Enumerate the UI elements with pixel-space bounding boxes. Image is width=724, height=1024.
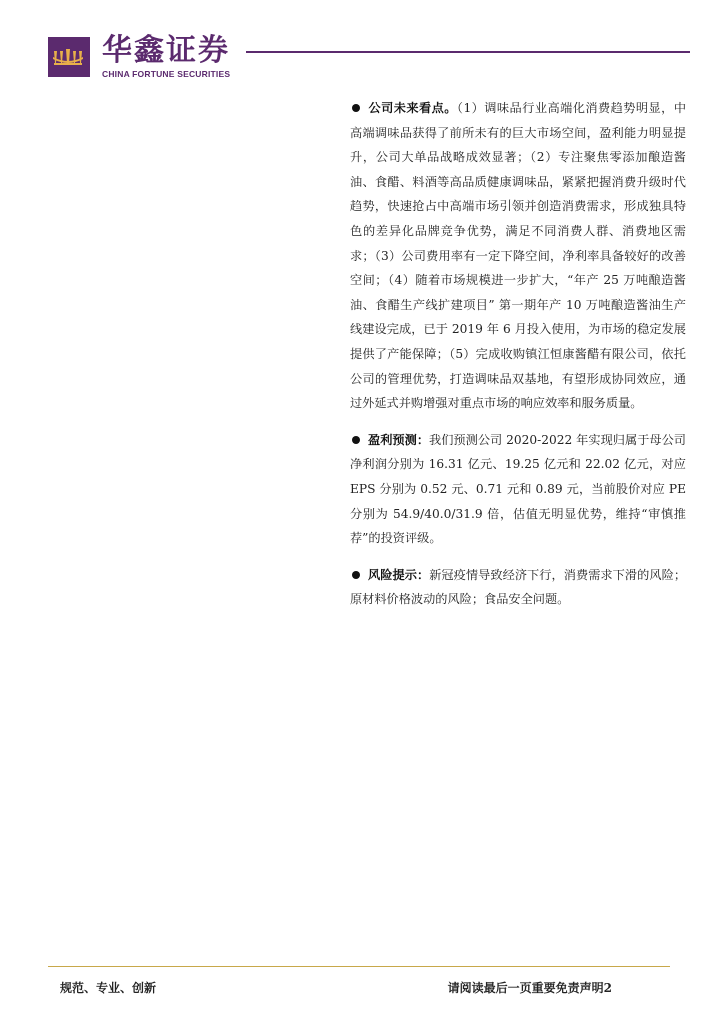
brand-name-cn: 华鑫证券 (102, 33, 230, 68)
paragraph-risk-warning (350, 563, 686, 612)
report-body (350, 96, 686, 624)
brand-name-en: CHINA FORTUNE SECURITIES (102, 69, 231, 79)
paragraph-heading: 风险提示： (368, 567, 430, 582)
paragraph-heading: 公司未来看点。 (368, 101, 457, 115)
header-divider (246, 51, 690, 53)
paragraph-company-outlook (350, 96, 686, 416)
paragraph-heading: 盈利预测： (368, 432, 430, 447)
paragraph-earnings-forecast (350, 428, 686, 551)
paragraph-text: 新冠疫情导致经济下行，消费需求下滑的风险；原材料价格波动的风险；食品安全问题。 (350, 567, 687, 607)
footer-disclaimer: 请阅读最后一页重要免责声明2 (447, 981, 612, 995)
bullet-icon (352, 436, 360, 444)
company-logo (48, 37, 90, 77)
footer-divider (48, 966, 670, 967)
bullet-icon (352, 104, 360, 112)
china-fortune-logo-icon (48, 37, 90, 77)
paragraph-text: （1）调味品行业高端化消费趋势明显，中高端调味品获得了前所未有的巨大市场空间，盈利能力明显提升，公司大单品战略成效显著；（2）专注聚焦零添加酿造酱油、食醋、料酒等高品质健康调味品，紧紧把握消费升级时代趋势，快速抢占中高端市场引领并创造消费需求，形成独具特色的差异化品牌竞争优势，满足不同消费人群、消费地区需求；（3）公司费用率有一定下降空间，净利率具备较好的改善空间；（4）随着市场规模进一步扩大，“年产 25 万吨酿造酱油、食醋生产线扩建项目” 第一期年产 10 万吨酿造酱油生产线建设完成，已于 2019 年 6 月投入使用，为市场的稳定发展提供了产能保障；（5）完成收购镇江恒康酱醋有限公司，依托公司的管理优势，打造调味品双基地，有望形成协同效应，通过外延式并购增强对重点市场的响应效率和服务质量。 (350, 101, 687, 411)
paragraph-text: 我们预测公司 2020-2022 年实现归属于母公司净利润分别为 16.31 亿元、19.25 亿元和 22.02 亿元，对应 EPS 分别为 0.52 元、0.71 元和 0.89 元，当前股价对应 PE 分别为 54.9/40.0/31.9 倍，估值无明显优势，维持“审慎推荐”的投资评级。 (350, 432, 686, 546)
footer-slogan: 规范、专业、创新 (60, 981, 157, 995)
bullet-icon (352, 571, 360, 579)
